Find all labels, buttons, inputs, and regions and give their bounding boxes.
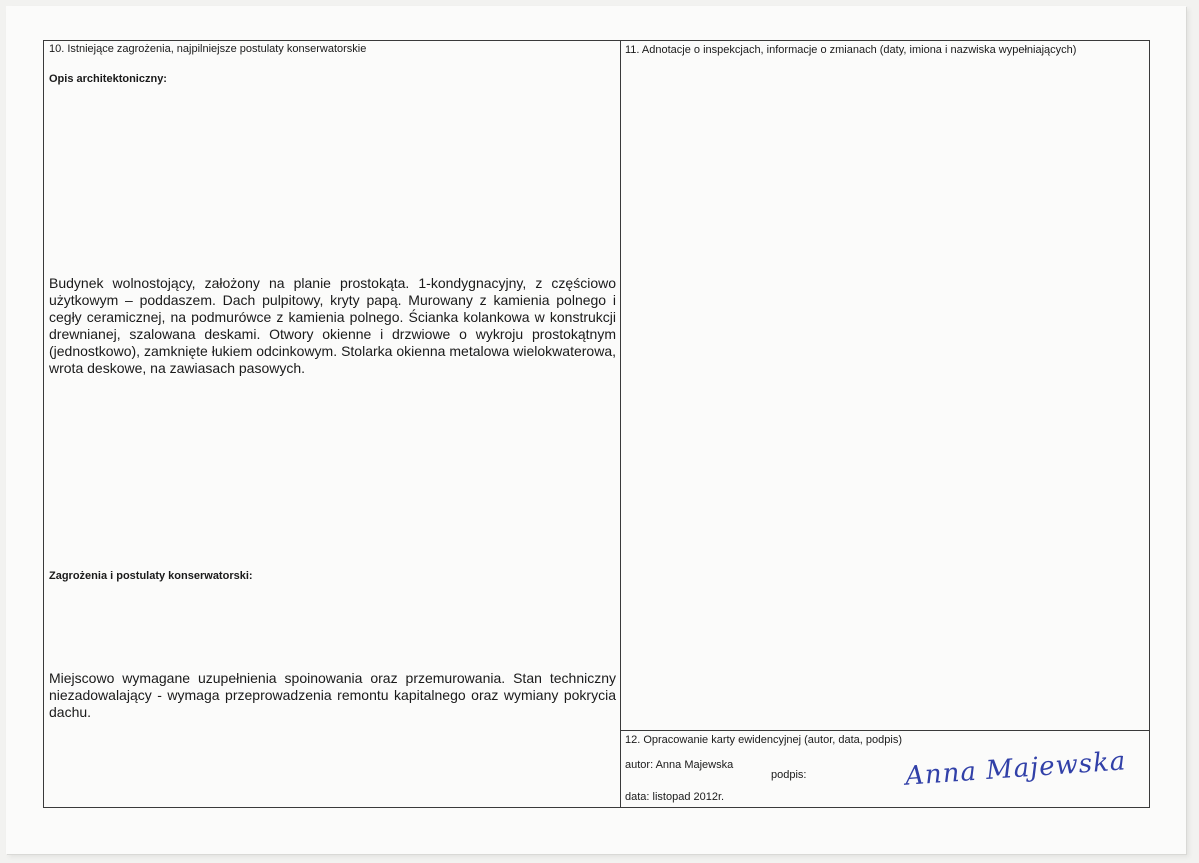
arch-description-heading: Opis architektoniczny:	[49, 73, 167, 85]
column-divider	[620, 40, 621, 808]
arch-description-text: Budynek wolnostojący, założony na planie prostokąta. 1-kondygnacyjny, z częściowo użytkowym – poddaszem. Dach pulpitowy, kryty papą. Murowany z kamienia polnego i cegły ceramicznej, na podmurówce z kamienia polnego. Ścianka kolankowa w konstrukcji drewnianej, szalowana deskami. Otwory okienne i drzwiowe o wykroju prostokątnym (jednostkowo), zamknięte łukiem odcinkowym. Stolarka okienna metalowa wielokwaterowa, wrota deskowe, na zawiasach pasowych.	[49, 275, 616, 376]
section12-title: 12. Opracowanie karty ewidencyjnej (autor, data, podpis)	[625, 734, 902, 746]
signature-label: podpis:	[771, 769, 807, 781]
date-line: data: listopad 2012r.	[625, 791, 725, 803]
threats-text: Miejscowo wymagane uzupełnienia spoinowania oraz przemurowania. Stan techniczny niezadowalający - wymaga przeprowadzenia remontu kapitalnego oraz wymiany pokrycia dachu.	[49, 670, 616, 720]
section12-divider	[620, 730, 1150, 731]
handwritten-signature: Anna Majewska	[904, 746, 1128, 792]
section11-title: 11. Adnotacje o inspekcjach, informacje o zmianach (daty, imiona i nazwiska wypełniających)	[625, 44, 1077, 56]
author-line: autor: Anna Majewska	[625, 759, 734, 771]
threats-heading: Zagrożenia i postulaty konserwatorski:	[49, 570, 253, 582]
section10-title: 10. Istniejące zagrożenia, najpilniejsze postulaty konserwatorskie	[49, 43, 367, 55]
